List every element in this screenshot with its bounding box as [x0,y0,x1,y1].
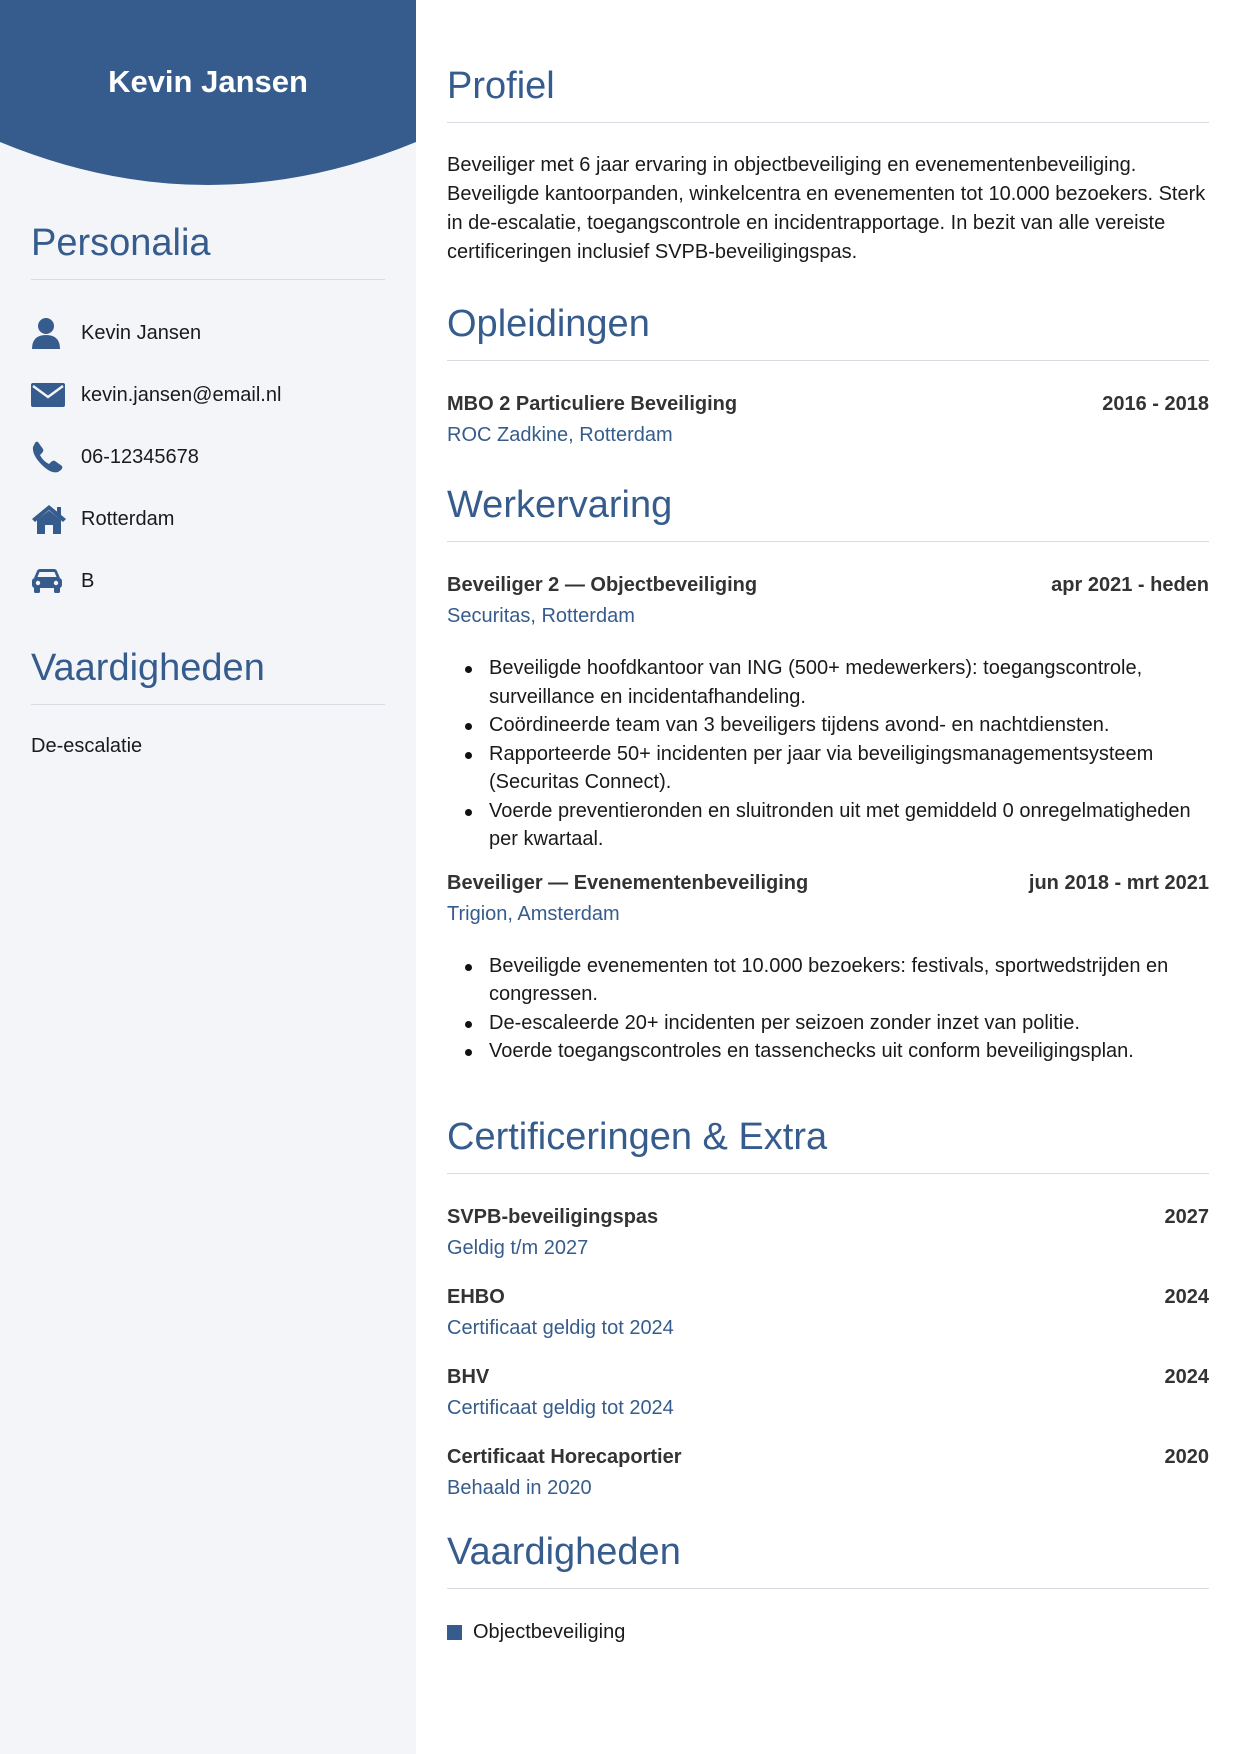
certification-name: EHBO [447,1286,505,1308]
certification-year: 2024 [1164,1366,1209,1388]
sidebar-skills-section [31,647,385,758]
contact-item-name [31,302,385,364]
profile-section [447,65,1209,267]
contact-item-phone [31,426,385,488]
education-school: ROC Zadkine, Rotterdam [447,424,673,446]
sidebar-header [0,0,416,190]
certification-detail: Behaald in 2020 [447,1477,592,1499]
skill-item [447,1621,1209,1644]
certification-entry [447,1446,1209,1500]
list-item: Beveiligde evenementen tot 10.000 bezoekers: festivals, sportwedstrijden en congressen. [447,952,1209,1009]
profile-text: Beveiliger met 6 jaar ervaring in objectbeveiliging en evenementenbeveiliging. Beveiligde kantoorpanden, winkelcentra en evenementen tot 10.000 bezoekers. Sterk in de-escalatie, toegangscontrole en incidentrapportage. In bezit van alle vereiste certificeringen inclusief SVPB-beveiligingspas. [447,154,1206,263]
list-item: Voerde toegangscontroles en tassenchecks uit conform beveiligingsplan. [447,1037,1209,1066]
car-icon [31,565,67,597]
contact-text: kevin.jansen@email.nl [81,383,282,406]
candidate-name: Kevin Jansen [108,64,308,99]
contact-item-license [31,550,385,612]
list-item: Voerde preventieronden en sluitronden uit met gemiddeld 0 onregelmatigheden per kwartaal. [447,797,1209,854]
experience-entry [447,872,1209,1066]
certification-year: 2027 [1164,1206,1209,1228]
experience-bullets [447,654,1209,854]
certification-detail: Certificaat geldig tot 2024 [447,1317,674,1339]
certification-name: SVPB-beveiligingspas [447,1206,659,1228]
certification-name: BHV [447,1366,490,1388]
education-degree: MBO 2 Particuliere Beveiliging [447,393,738,415]
contact-item-email [31,364,385,426]
certification-year: 2020 [1164,1446,1209,1468]
list-item: De-escaleerde 20+ incidenten per seizoen zonder inzet van politie. [447,1009,1209,1038]
certifications-section [447,1116,1209,1500]
list-item: Beveiligde hoofdkantoor van ING (500+ medewerkers): toegangscontrole, surveillance en incidentafhandeling. [447,654,1209,711]
personalia-section [31,222,385,612]
experience-period: apr 2021 - heden [1051,574,1209,596]
certification-year: 2024 [1164,1286,1209,1308]
sidebar [0,0,416,1754]
sidebar-skill-item: De-escalatie [31,735,143,757]
skill-label: Objectbeveiliging [473,1621,626,1643]
user-icon [31,317,67,349]
list-item: Coördineerde team van 3 beveiligers tijdens avond- en nachtdiensten. [447,711,1209,740]
certification-entry [447,1206,1209,1260]
experience-role: Beveiliger 2 — Objectbeveiliging [447,574,758,596]
contact-item-city [31,488,385,550]
certification-name: Certificaat Horecaportier [447,1446,682,1468]
experience-title: Werkervaring [447,484,1209,542]
education-title: Opleidingen [447,303,1209,361]
phone-icon [31,441,67,473]
contact-text: B [81,569,95,592]
contact-list [31,302,385,612]
experience-company: Securitas, Rotterdam [447,605,635,627]
experience-entry [447,574,1209,854]
education-period: 2016 - 2018 [1102,393,1209,415]
personalia-title: Personalia [31,222,385,280]
square-bullet-icon [447,1625,462,1640]
education-entry [447,393,1209,447]
sidebar-skills-title: Vaardigheden [31,647,385,705]
certification-entry [447,1286,1209,1340]
experience-company: Trigion, Amsterdam [447,902,620,925]
contact-text: Kevin Jansen [81,321,202,344]
profile-title: Profiel [447,65,1209,123]
experience-role: Beveiliger — Evenementenbeveiliging [447,871,809,894]
list-item: Rapporteerde 50+ incidenten per jaar via beveiligingsmanagementsysteem (Securitas Connect). [447,740,1209,797]
envelope-icon [31,379,67,411]
experience-section [447,484,1209,1066]
skills-section [447,1531,1209,1644]
experience-bullets [447,952,1209,1066]
experience-period: jun 2018 - mrt 2021 [1028,871,1209,894]
certifications-title: Certificeringen & Extra [447,1116,1209,1174]
contact-text: Rotterdam [81,507,175,530]
home-icon [31,503,67,535]
education-section [447,303,1209,447]
contact-text: 06-12345678 [81,445,199,468]
certification-detail: Geldig t/m 2027 [447,1237,589,1259]
certification-detail: Certificaat geldig tot 2024 [447,1397,674,1419]
certification-entry [447,1366,1209,1420]
skills-title: Vaardigheden [447,1531,1209,1589]
